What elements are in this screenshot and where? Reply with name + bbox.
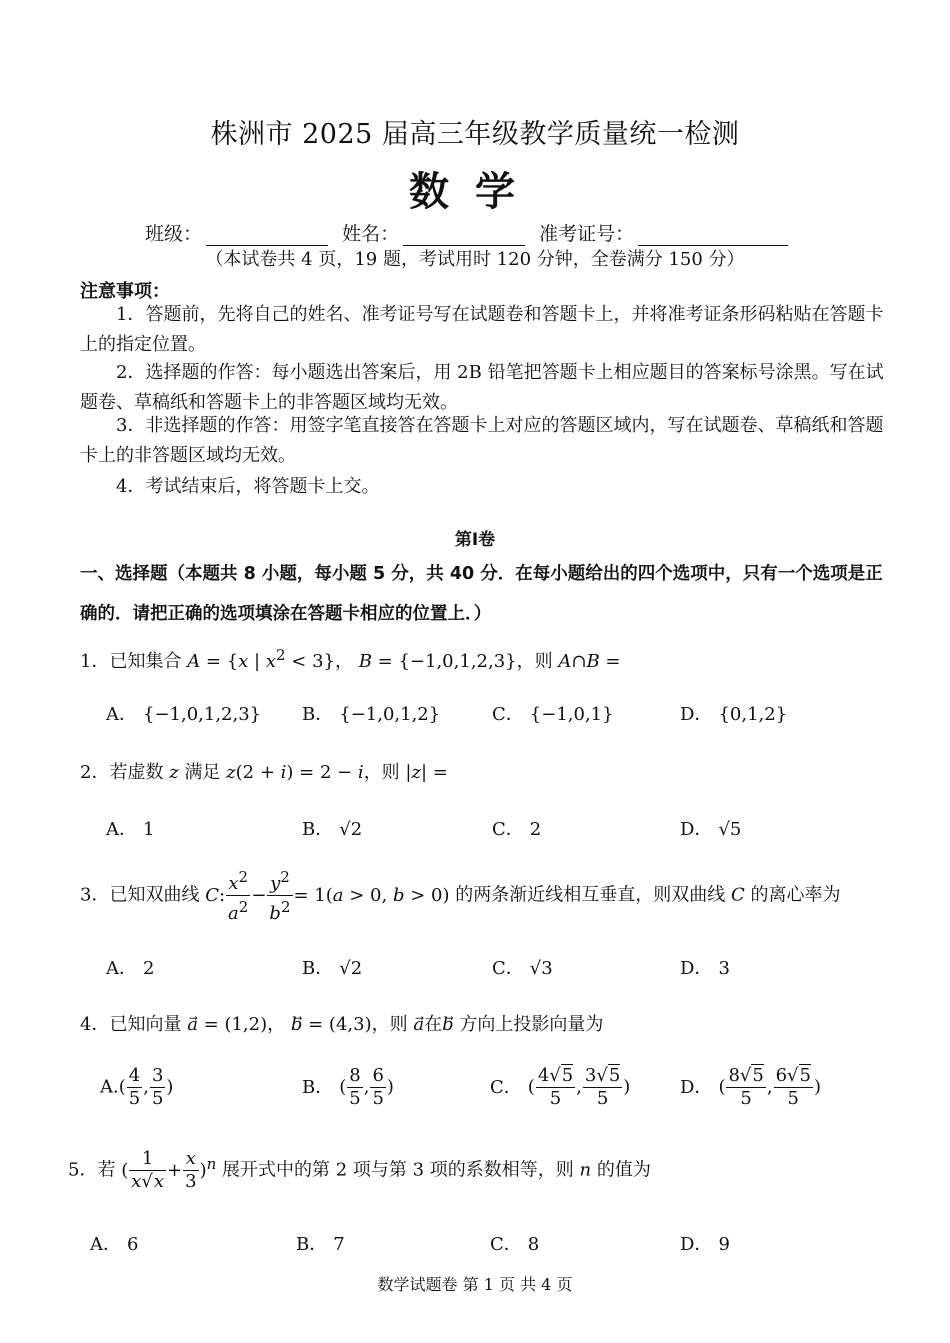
q3-option-a[interactable]: A． 2 <box>106 958 155 979</box>
q5-option-d[interactable]: D． 9 <box>680 1234 730 1255</box>
q4-option-a[interactable]: A.( $\frac{4}{5}$ , $\frac{3}{5}$ ) <box>100 1065 174 1109</box>
math-vector-a: a⃗ = (1,2) <box>187 1014 268 1035</box>
q5-option-a[interactable]: A． 6 <box>90 1234 139 1255</box>
q2-option-a[interactable]: A． 1 <box>106 819 155 840</box>
class-field[interactable] <box>206 225 328 246</box>
exam-title: 株洲市 2025 届高三年级教学质量统一检测 <box>210 119 740 150</box>
q2-option-b[interactable]: B． √2 <box>302 819 363 840</box>
math-intersection: A∩B = <box>558 651 621 672</box>
q4-option-c[interactable]: C． ( $\frac{4√5}{5}$ , $\frac{3√5}{5}$ ) <box>490 1065 631 1109</box>
q4-option-b[interactable]: B． ( $\frac{8}{5}$ , $\frac{6}{5}$ ) <box>302 1065 394 1109</box>
q2-option-c[interactable]: C． 2 <box>492 819 542 840</box>
name-label: 姓名： <box>342 223 400 245</box>
notice-item-3: 3．非选择题的作答：用签字笔直接答在答题卡上对应的答题区域内，写在试题卷、草稿纸和答题卡上的非答题区域均无效。 <box>80 415 884 466</box>
student-info-row <box>145 219 796 246</box>
question-3: 3．已知双曲线 C: $\frac{x^2}{a^2}$ − $\frac{y^2}{b^2}$ = 1(a > 0, b > 0) 的两条渐近线相互垂直，则双曲线 C 的离心率为 <box>80 868 841 924</box>
math-set-a: A = {x | $x^2 < 3$} <box>187 646 335 672</box>
math-hyperbola: C: $\frac{x^2}{a^2}$ − $\frac{y^2}{b^2}$ = 1(a > 0, b > 0) <box>205 868 450 924</box>
class-label: 班级： <box>145 223 203 245</box>
q3-option-d[interactable]: D． 3 <box>680 958 730 979</box>
q5-option-c[interactable]: C． 8 <box>490 1234 540 1255</box>
math-n: n <box>579 1159 592 1181</box>
notice-item-4: 4．考试结束后，将答题卡上交。 <box>116 476 380 497</box>
page-footer: 数学试题卷 第 1 页 共 4 页 <box>377 1275 573 1294</box>
name-field[interactable] <box>403 225 525 246</box>
question-4: 4．已知向量 a⃗ = (1,2)， b⃗ = (4,3)，则 a在b⃗ 方向上投影向量为 <box>80 1014 604 1035</box>
question-5: 5．若 ( $\frac{1}{x√x}$ + $\frac{x}{3}$ )$^n$ 展开式中的第 2 项与第 3 项的系数相等，则 n 的值为 <box>68 1148 651 1192</box>
notice-item-2: 2．选择题的作答：每小题选出答案后，用 2B 铅笔把答题卡上相应题目的答案标号涂黑。写在试题卷、草稿纸和答题卡上的非答题区域均无效。 <box>80 362 884 413</box>
exam-info: （本试卷共 4 页，19 题，考试用时 120 分钟，全卷满分 150 分） <box>205 249 745 270</box>
q1-option-d[interactable]: D． {0,1,2} <box>680 704 788 725</box>
q4-option-d[interactable]: D． ( $\frac{8√5}{5}$ , $\frac{6√5}{5}$ ) <box>680 1065 821 1109</box>
math-set-b: B = {−1,0,1,2,3} <box>358 651 517 672</box>
math-binomial: ( $\frac{1}{x√x}$ + $\frac{x}{3}$ )$^n$ <box>121 1148 217 1192</box>
question-2: 2．若虚数 z 满足 z(2 + i) = 2 − i，则 |z| = <box>80 762 448 783</box>
notice-item-1: 1．答题前，先将自己的姓名、准考证号写在试题卷和答题卡上，并将准考证条形码粘贴在答题卡上的指定位置。 <box>80 304 884 355</box>
q2-option-d[interactable]: D． √5 <box>680 819 742 840</box>
question-1: 1．已知集合 A = {x | $x^2 < 3$}， B = {−1,0,1,2,3}，则 A∩B = <box>80 646 621 672</box>
q1-option-c[interactable]: C． {−1,0,1} <box>492 704 614 725</box>
math-c: C <box>730 884 745 906</box>
q1-option-a[interactable]: A． {−1,0,1,2,3} <box>106 704 262 725</box>
math-equation: z(2 + i) = 2 − i <box>226 762 364 783</box>
section-heading: 一、选择题（本题共 8 小题，每小题 5 分，共 40 分．在每小题给出的四个选项中，只有一个选项是正确的．请把正确的选项填涂在答题卡相应的位置上．） <box>80 564 883 624</box>
math-modulus: |z| = <box>405 762 448 783</box>
exam-id-label: 准考证号： <box>539 223 635 245</box>
q5-option-b[interactable]: B． 7 <box>296 1234 345 1255</box>
q3-option-b[interactable]: B． √2 <box>302 958 363 979</box>
subject-title: 数学 <box>409 169 541 215</box>
exam-id-field[interactable] <box>638 225 788 246</box>
math-vector-b: b⃗ = (4,3) <box>290 1014 372 1035</box>
volume-label: 第Ⅰ卷 <box>454 530 496 550</box>
q3-option-c[interactable]: C． √3 <box>492 958 553 979</box>
q1-option-b[interactable]: B． {−1,0,1,2} <box>302 704 441 725</box>
math-z: z <box>169 762 179 783</box>
notice-heading: 注意事项： <box>80 281 170 302</box>
